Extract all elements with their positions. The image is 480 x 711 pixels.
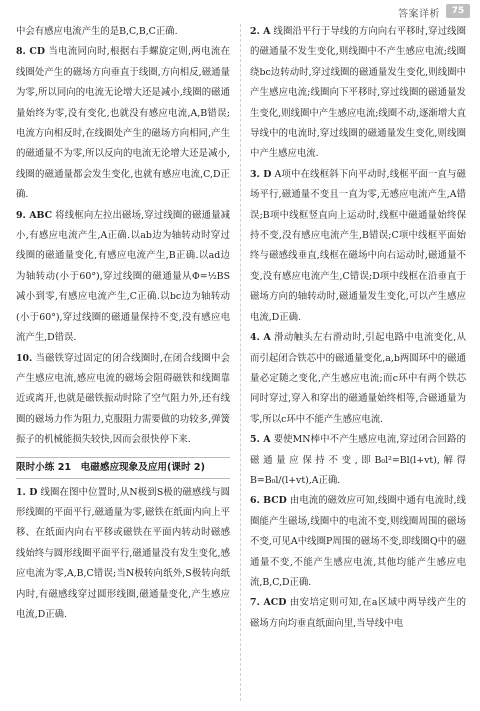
answer-7-number: 7. ACD: [250, 597, 287, 609]
answer-10: [16, 349, 230, 451]
right-column: [250, 22, 466, 634]
section-title: 限时小练 21 电磁感应现象及应用(课时 2): [16, 457, 230, 479]
answer-2-number: 2. A: [250, 26, 271, 37]
answer-7: [250, 593, 466, 634]
answer-8-text: 当电流同向时,根据右手螺旋定则,两电流在线圈处产生的磁场方向垂直于线圈,方向相反,磁通量为零,所以同向的电流无论增大还是减小,线圈的磁通量始终为零,没有变化,也就没有感应电流,A,B错误;电流方向相反时,在线圈处产生的磁场方向相同,产生的磁通量不为零,所以反向的电流无论增大还是减小,线圈的磁通量都会发生变化,也就有感应电流,C,D正确.: [16, 46, 230, 201]
page-header: [0, 0, 480, 22]
left-column: [16, 22, 230, 625]
answer-2-text: 线圈沿平行于导线的方向向右平移时,穿过线圈的磁通量不发生变化,则线圈中不产生感应电流;线圈绕bc边转动时,穿过线圈的磁通量发生变化,则线圈中产生感应电流;线圈向下平移时,穿过线圈的磁通量发生变化,则线圈中产生感应电流;线圈不动,逐渐增大直导线中的电流时,穿过线圈的磁通量发生变化,则线圈中产生感应电流.: [250, 26, 467, 160]
section-answer-1: [16, 483, 230, 626]
answer-4: [250, 328, 466, 430]
answer-6-text: 由电流的磁效应可知,线圈中通有电流时,线圈能产生磁场,线圈中的电流不变,则线圈周围的磁场不变,可见A中线圈P周围的磁场不变,即线圈Q中的磁通量不变,不能产生感应电流,其他均能产生感应电流,B,C,D正确.: [250, 495, 467, 588]
answer-3-text: A项中在线框斜下向平动时,线框平面一直与磁场平行,磁通量不变且一直为零,无感应电流产生,A错误;B项中线框竖直向上运动时,线框中磁通量始终保持不变,没有感应电流产生,B错误;C项中线框平面始终与磁感线垂直,线框在磁场中向右运动时,磁通量不变,没有感应电流产生,C错误;D项中线框在沿垂直于磁场方向的轴转动时,磁通量发生变化,可以产生感应电流,D正确.: [250, 168, 467, 323]
column-divider: [240, 24, 241, 701]
answer-6-number: 6. BCD: [250, 495, 287, 507]
answer-6: [250, 491, 466, 593]
answer-10-text: 当磁铁穿过固定的闭合线圈时,在闭合线圈中会产生感应电流,感应电流的磁场会阻碍磁铁和线圈靠近或离开,也就是磁铁振动时除了空气阻力外,还有线圈的磁场力作为阻力,克服阻力需要做的功较多,弹簧振子的机械能损失较快,因而会很快停下来.: [16, 352, 230, 446]
answer-9: [16, 206, 230, 349]
section-answer-1-number: 1. D: [16, 486, 38, 498]
answer-3-number: 3. D: [250, 168, 272, 180]
answer-9-text: 将线框向左拉出磁场,穿过线圈的磁通量减小,有感应电流产生,A正确.以ab边为轴转动时穿过线圈的磁通量变化,有感应电流产生,B正确.以ad边为轴转动(小于60°),穿过线圈的磁通量从Φ=½BS减小到零,有感应电流产生,C正确.以bc边为轴转动(小于60°),穿过线圈的磁通量保持不变,没有感应电流产生,D错误.: [16, 209, 231, 344]
answer-10-number: 10.: [16, 352, 33, 364]
answer-4-text: 滑动触头左右滑动时,引起电路中电流变化,从而引起闭合铁芯中的磁通量变化,a,b两圆环中的磁通量必定随之变化,产生感应电流;而c环中有两个铁芯同时穿过,穿入和穿出的磁通量始终相等,合磁通量为零,所以c环中不能产生感应电流.: [250, 332, 466, 425]
answer-7-text: 由安培定则可知,在a区域中两导线产生的磁场方向均垂直纸面向里,当导线中电: [250, 597, 466, 629]
answer-2: [250, 22, 466, 165]
answer-5-text: 要使MN棒中不产生感应电流,穿过闭合回路的磁通量应保持不变,即B₀l²=Bl(l+vt),解得B=B₀l/(l+vt),A正确.: [250, 434, 467, 486]
answer-5-number: 5. A: [250, 434, 271, 446]
header-title: 答案详析: [398, 9, 440, 20]
answer-5: [250, 430, 466, 491]
answer-4-number: 4. A: [250, 332, 271, 344]
answer-3: [250, 165, 466, 328]
answer-9-number: 9. ABC: [16, 209, 53, 221]
page-number-badge: 75: [446, 4, 470, 18]
answer-8: [16, 42, 230, 205]
answer-8-number: 8. CD: [16, 46, 46, 58]
section-answer-1-text: 线圈在图中位置时,从N极到S极的磁感线与圆形线圈的平面平行,磁通量为零,磁铁在纸面内向上平移、在纸面内向右平移或磁铁在平面内转动时磁感线始终与圆形线圈平面平行,磁通量没有发生变化,感应电流为零,A,B,C错误;当N极转向纸外,S极转向纸内时,有磁感线穿过圆形线圈,磁通量变化,产生感应电流,D正确.: [16, 486, 230, 620]
intro-paragraph: 中会有感应电流产生的是B,C,B,C正确.: [16, 26, 178, 37]
